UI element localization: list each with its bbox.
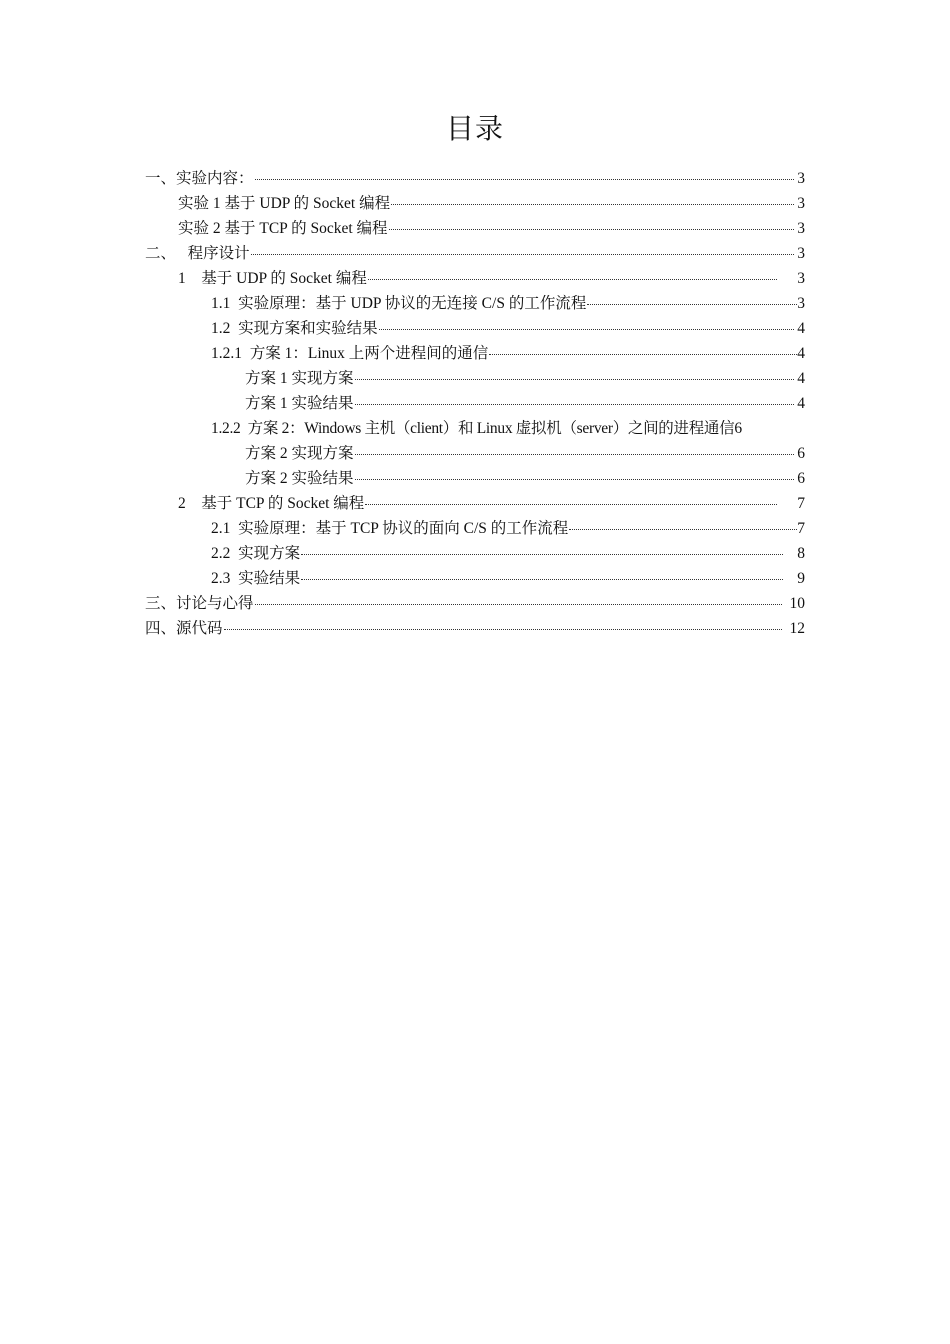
toc-dot-leader (587, 303, 797, 305)
toc-page-number: 12 (789, 620, 805, 637)
toc-page-number: 6 (734, 420, 743, 437)
toc-dot-leader (391, 203, 794, 205)
toc-entry-label: 2.1 实验原理：基于 TCP 协议的面向 C/S 的工作流程 (211, 520, 569, 537)
toc-page-number: 6 (797, 445, 805, 462)
toc-page-number: 4 (797, 370, 805, 387)
toc-entry-program-design[interactable] (145, 241, 805, 266)
toc-entry-exp1-udp[interactable] (178, 191, 805, 216)
toc-page-number: 4 (797, 395, 805, 412)
toc-entry-plan2-windows-linux[interactable] (211, 416, 805, 441)
toc-entry-label: 方案 1 实验结果 (245, 395, 354, 412)
toc-entry-exp2-tcp[interactable] (178, 216, 805, 241)
toc-entry-udp-plan-results[interactable] (211, 316, 805, 341)
toc-entry-label: 1 基于 UDP 的 Socket 编程 (178, 270, 367, 287)
toc-entry-plan1-linux[interactable] (211, 341, 805, 366)
toc-entry-tcp-principle[interactable] (211, 516, 805, 541)
toc-dot-leader (255, 603, 782, 605)
toc-page-number: 3 (797, 245, 805, 262)
toc-entry-udp-socket[interactable] (178, 266, 805, 291)
toc-page-number: 3 (797, 170, 805, 187)
toc-page-number: 3 (797, 270, 805, 287)
toc-entry-plan2-implementation[interactable] (245, 441, 805, 466)
toc-dot-leader (389, 228, 795, 230)
toc-entry-label: 方案 2 实验结果 (245, 470, 354, 487)
toc-dot-leader (255, 178, 795, 180)
toc-entry-tcp-results[interactable] (211, 566, 805, 591)
toc-page-number: 4 (797, 320, 805, 337)
toc-entry-label: 1.2.1 方案 1：Linux 上两个进程间的通信 (211, 345, 489, 362)
toc-page-number: 8 (797, 545, 805, 562)
toc-entry-label: 1.2 实现方案和实验结果 (211, 320, 378, 337)
toc-entry-label: 实验 2 基于 TCP 的 Socket 编程 (178, 220, 388, 237)
toc-entry-label: 三、讨论与心得 (145, 595, 254, 612)
toc-entry-label: 1.2.2 方案 2：Windows 主机（client）和 Linux 虚拟机（server）之间的进程通信 (211, 420, 735, 437)
toc-entry-label: 实验 1 基于 UDP 的 Socket 编程 (178, 195, 391, 212)
toc-entry-tcp-socket[interactable] (178, 491, 805, 516)
toc-dot-leader (355, 378, 795, 380)
toc-entry-label: 方案 2 实现方案 (245, 445, 354, 462)
toc-title: 目录 (445, 114, 504, 145)
toc-entry-plan1-implementation[interactable] (245, 366, 805, 391)
toc-entry-label: 1.1 实验原理：基于 UDP 协议的无连接 C/S 的工作流程 (211, 295, 587, 312)
toc-entry-source-code[interactable] (145, 616, 805, 641)
toc-dot-leader (355, 403, 795, 405)
toc-dot-leader (365, 503, 777, 505)
toc-page-number: 7 (797, 520, 805, 537)
toc-dot-leader (251, 253, 795, 255)
toc-page-number: 3 (797, 195, 805, 212)
toc-page-number: 3 (797, 220, 805, 237)
toc-dot-leader (301, 553, 783, 555)
toc-entry-label: 2.3 实验结果 (211, 570, 301, 587)
toc-entry-label: 四、源代码 (145, 620, 223, 637)
toc-entry-label: 二、 程序设计 (145, 245, 250, 262)
toc-page-number: 9 (797, 570, 805, 587)
toc-entry-label: 2 基于 TCP 的 Socket 编程 (178, 495, 365, 512)
toc-dot-leader (301, 578, 783, 580)
toc-entry-tcp-implementation[interactable] (211, 541, 805, 566)
toc-entry-experiment-content[interactable] (145, 166, 805, 191)
toc-page-number: 4 (797, 345, 805, 362)
toc-dot-leader (355, 478, 795, 480)
toc-entry-udp-principle[interactable] (211, 291, 805, 316)
toc-page-number: 6 (797, 470, 805, 487)
toc-dot-leader (569, 528, 797, 530)
toc-page-number: 10 (789, 595, 805, 612)
toc-entry-label: 方案 1 实现方案 (245, 370, 354, 387)
toc-dot-leader (368, 278, 777, 280)
toc-dot-leader (355, 453, 795, 455)
toc-entry-label: 一、实验内容： (145, 170, 254, 187)
toc-entry-label: 2.2 实现方案 (211, 545, 301, 562)
toc-entry-plan2-results[interactable] (245, 466, 805, 491)
toc-dot-leader (489, 353, 797, 355)
toc-entry-plan1-results[interactable] (245, 391, 805, 416)
toc-entry-discussion[interactable] (145, 591, 805, 616)
toc-page-number: 7 (797, 495, 805, 512)
toc-page-number: 3 (797, 295, 805, 312)
toc-dot-leader (224, 628, 782, 630)
toc-dot-leader (379, 328, 795, 330)
